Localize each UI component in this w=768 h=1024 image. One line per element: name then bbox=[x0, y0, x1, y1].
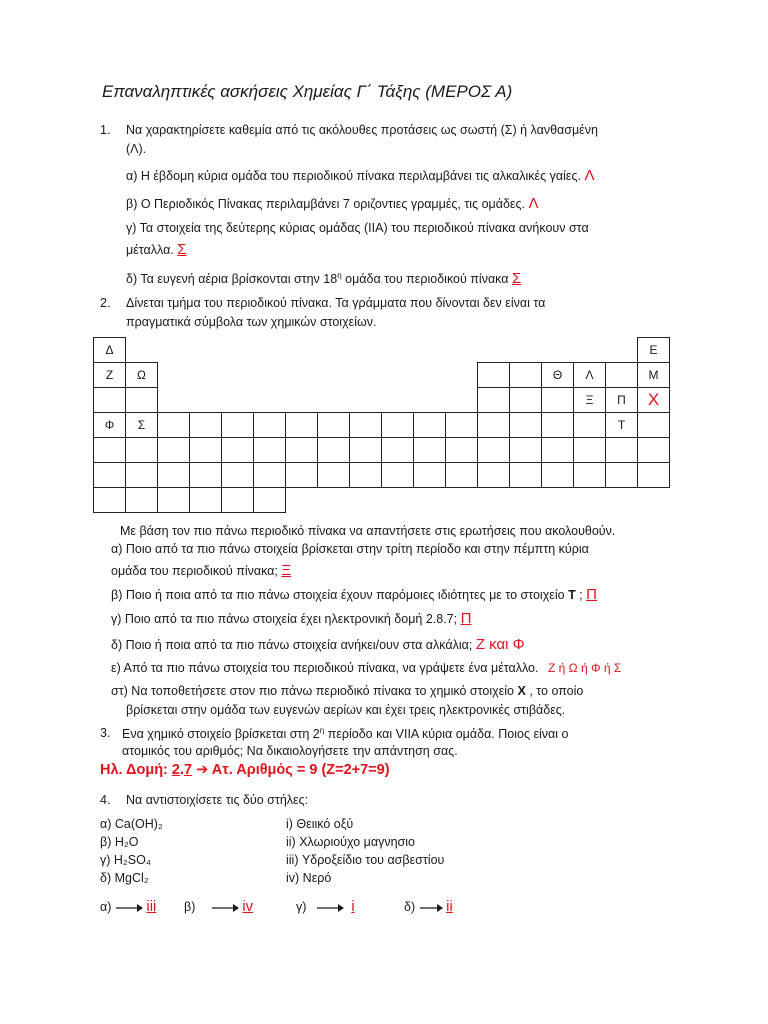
arrow-right-icon bbox=[211, 903, 239, 913]
q2-e bbox=[111, 661, 621, 675]
q1-item-d-text: δ) Τα ευγενή αέρια βρίσκονται στην 18 bbox=[126, 272, 338, 286]
q4-match-c-label: γ) bbox=[296, 900, 307, 914]
q3-line1-b: περίοδο και VIIA κύρια ομάδα. Ποιος είναι ο bbox=[324, 727, 569, 742]
q2-a-line2 bbox=[111, 562, 291, 579]
cell-r4-c17: Τ bbox=[606, 413, 638, 438]
periodic-row-7 bbox=[94, 488, 670, 513]
q4-match-a bbox=[100, 898, 156, 915]
cell-r3-c16: Ξ bbox=[574, 388, 606, 413]
q1-item-a bbox=[126, 167, 594, 184]
q2-b-tail: ; bbox=[575, 588, 583, 602]
q4-number: 4. bbox=[100, 793, 111, 807]
q2-d-text: δ) Ποιο ή ποια από τα πιο πάνω στοιχεία ανήκει/ουν στα αλκάλια; bbox=[111, 638, 473, 652]
periodic-row-5 bbox=[94, 438, 670, 463]
q3-line1-a: Ενα χημικό στοιχείο βρίσκεται στη 2 bbox=[122, 727, 320, 742]
q4-left-4: δ) MgCl₂ bbox=[100, 871, 149, 885]
cell-r3-c1 bbox=[94, 388, 126, 413]
arrow-right-icon bbox=[316, 903, 344, 913]
q4-match-b-answer: iv bbox=[242, 898, 254, 915]
cell-r2-c2: Ω bbox=[126, 363, 158, 388]
q2-a-answer: Ξ bbox=[281, 562, 292, 579]
periodic-row-3 bbox=[94, 388, 670, 413]
q2-f-text1: στ) Να τοποθετήσετε στον πιο πάνω περιοδικό πίνακα το χημικό στοιχείο bbox=[111, 684, 515, 698]
page-title: Επαναληπτικές ασκήσεις Χημείας Γ΄ Τάξης (ΜΕΡΟΣ Α) bbox=[102, 82, 513, 101]
q1-text-line2: (Λ). bbox=[126, 142, 147, 156]
cell-r4-c18 bbox=[638, 413, 670, 438]
q3-answer bbox=[100, 762, 390, 778]
q4-right-1: i) Θειικό οξύ bbox=[286, 817, 354, 831]
q2-text-line1: Δίνεται τμήμα του περιοδικού πίνακα. Τα γράμματα που δίνονται δεν είναι τα bbox=[126, 296, 546, 310]
cell-r3-c17: Π bbox=[606, 388, 638, 413]
q1-number: 1. bbox=[100, 123, 111, 137]
cell-r2-c1: Ζ bbox=[94, 363, 126, 388]
q4-match-d-label: δ) bbox=[404, 900, 416, 914]
q3-line1-sup: η bbox=[319, 726, 325, 735]
cell-r3-c18: Χ bbox=[638, 388, 670, 413]
q1-item-b bbox=[126, 195, 539, 212]
q4-left-1: α) Ca(OH)₂ bbox=[100, 817, 163, 831]
q3-line2: ατομικός του αριθμός; Να δικαιολογήσετε την απάντηση σας. bbox=[122, 744, 458, 758]
q2-c bbox=[111, 610, 471, 627]
q3-answer-2: 2 bbox=[171, 762, 180, 778]
q2-c-answer: Π bbox=[460, 610, 472, 627]
cell-r4-c1: Φ bbox=[94, 413, 126, 438]
q2-c-text: γ) Ποιο από τα πιο πάνω στοιχεία έχει ηλεκτρονική δομή 2.8.7; bbox=[111, 612, 458, 626]
cell-r2-c16: Λ bbox=[574, 363, 606, 388]
q2-f-text1b: , το οποίο bbox=[525, 684, 584, 698]
q4-match-d bbox=[404, 898, 453, 915]
q1-item-b-text: β) Ο Περιοδικός Πίνακας περιλαμβάνει 7 οριζοντιες γραμμές, τις ομάδες. bbox=[126, 197, 525, 211]
q2-e-answer: Ζ ή Ω ή Φ ή Σ bbox=[547, 661, 622, 675]
q2-b-answer: Π bbox=[586, 586, 597, 603]
q1-item-d-answer: Σ bbox=[512, 270, 522, 287]
cell-r1-c1: Δ bbox=[94, 338, 126, 363]
q4-left-3: γ) H₂SO₄ bbox=[100, 853, 151, 867]
periodic-row-4 bbox=[94, 413, 670, 438]
arrow-right-icon bbox=[115, 903, 143, 913]
periodic-row-6 bbox=[94, 463, 670, 488]
q4-match-c-answer: i bbox=[351, 898, 355, 915]
q2-f-line1 bbox=[111, 684, 583, 698]
cell-r3-c2 bbox=[126, 388, 158, 413]
q2-number: 2. bbox=[100, 296, 111, 310]
cell-r3-c14 bbox=[510, 388, 542, 413]
q4-right-4: iv) Νερό bbox=[286, 871, 332, 885]
q4-right-2: ii) Χλωριούχο μαγνησιο bbox=[286, 835, 415, 849]
q4-match-d-answer: ii bbox=[446, 898, 453, 915]
q2-text-line2: πραγματικά σύμβολα των χημικών στοιχείων. bbox=[126, 315, 377, 329]
q2-a-text2: ομάδα του περιοδικού πίνακα; bbox=[111, 564, 278, 578]
q4-match-b bbox=[184, 898, 253, 915]
cell-r3-c15 bbox=[542, 388, 574, 413]
q4-match-c bbox=[296, 898, 355, 915]
cell-r2-c13 bbox=[478, 363, 510, 388]
q2-d-answer: Ζ και Φ bbox=[475, 636, 525, 653]
q1-item-c-line1: γ) Τα στοιχεία της δεύτερης κύριας ομάδας (IIA) του περιοδικού πίνακα ανήκουν στα bbox=[126, 221, 589, 235]
cell-r4-c2: Σ bbox=[126, 413, 158, 438]
q3-line1 bbox=[122, 726, 568, 741]
q2-e-text: ε) Από τα πιο πάνω στοιχεία του περιοδικού πίνακα, να γράψετε ένα μέταλλο. bbox=[111, 661, 539, 675]
q2-d bbox=[111, 636, 525, 653]
q1-item-b-answer: Λ bbox=[528, 195, 539, 212]
q2-f-element: Χ bbox=[517, 684, 526, 698]
q3-answer-text: Ατ. Αριθμός = 9 (Ζ=2+7=9) bbox=[208, 762, 390, 778]
q1-item-d-text-after: ομάδα του περιοδικού πίνακα bbox=[341, 272, 509, 286]
q2-f-line2: βρίσκεται στην ομάδα των ευγενών αερίων και έχει τρεις ηλεκτρονικές στιβάδες. bbox=[126, 703, 566, 717]
q4-match-a-label: α) bbox=[100, 900, 112, 914]
cell-r2-c17 bbox=[606, 363, 638, 388]
cell-r2-c15: Θ bbox=[542, 363, 574, 388]
periodic-table bbox=[93, 337, 670, 513]
q3-answer-arrow: ➔ bbox=[196, 762, 209, 778]
q1-text-line1: Να χαρακτηρίσετε καθεμία από τις ακόλουθες προτάσεις ως σωστή (Σ) ή λανθασμένη bbox=[126, 123, 598, 137]
cell-r2-c14 bbox=[510, 363, 542, 388]
q1-item-d bbox=[126, 270, 521, 287]
q2-b bbox=[111, 586, 597, 603]
q4-text: Να αντιστοιχίσετε τις δύο στήλες: bbox=[126, 793, 309, 807]
cell-r1-c18: Ε bbox=[638, 338, 670, 363]
q3-answer-7: 7 bbox=[184, 762, 193, 778]
q2-b-text: β) Ποιο ή ποια από τα πιο πάνω στοιχεία έχουν παρόμοιες ιδιότητες με το στοιχείο bbox=[111, 588, 565, 602]
q3-number: 3. bbox=[100, 726, 111, 740]
q2-b-element: Τ bbox=[568, 588, 576, 602]
q4-left-2: β) H₂O bbox=[100, 835, 139, 849]
periodic-row-1 bbox=[94, 338, 670, 363]
q2-a-line1: α) Ποιο από τα πιο πάνω στοιχεία βρίσκεται στην τρίτη περίοδο και στην πέμπτη κύρια bbox=[111, 542, 589, 556]
q3-answer-dot: . bbox=[180, 762, 185, 778]
q2-intro: Με βάση τον πιο πάνω περιοδικό πίνακα να απαντήσετε στις ερωτήσεις που ακολουθούν. bbox=[120, 524, 616, 538]
q4-right-3: iii) Υδροξείδιο του ασβεστίου bbox=[286, 853, 445, 867]
cell-r3-c13 bbox=[478, 388, 510, 413]
q3-answer-label: Ηλ. Δομή: bbox=[100, 762, 172, 778]
q4-match-b-label: β) bbox=[184, 900, 196, 914]
q1-item-c-answer: Σ bbox=[177, 241, 187, 258]
q1-item-c-line2 bbox=[126, 241, 187, 258]
q1-item-d-sup: η bbox=[337, 270, 342, 280]
q1-item-a-text: α) Η έβδομη κύρια ομάδα του περιοδικού πίνακα περιλαμβάνει τις αλκαλικές γαίες. bbox=[126, 169, 581, 183]
q4-match-a-answer: iii bbox=[146, 898, 157, 915]
q1-item-c-text2: μέταλλα. bbox=[126, 243, 174, 257]
cell-r2-c18: Μ bbox=[638, 363, 670, 388]
arrow-right-icon bbox=[419, 903, 443, 913]
periodic-row-2 bbox=[94, 363, 670, 388]
q1-item-a-answer: Λ bbox=[584, 167, 595, 184]
